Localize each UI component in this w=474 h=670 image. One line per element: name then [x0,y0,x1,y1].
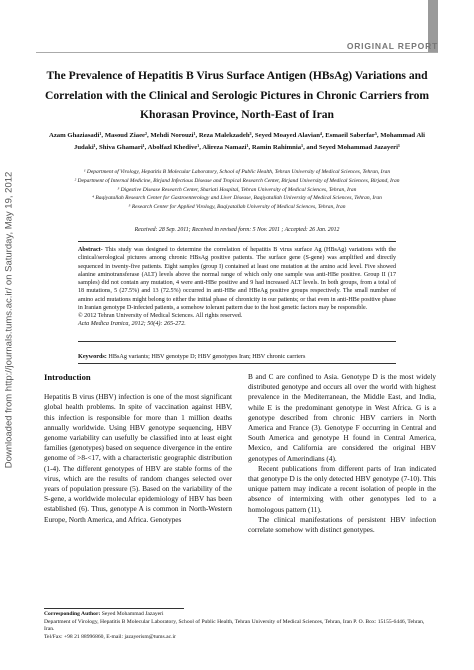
author-list: Azam Ghaziasadi¹, Masoud Ziaee², Mehdi Norouzi¹, Reza Malekzadeh³, Seyed Moayed Alavian⁴, Esmaeil Saberfar⁵, Mohammad Ali Judaki¹, Shiva Ghamari¹, Abolfazl Khedive¹, Alireza Namazi¹, Ramin Rahimnia¹, and Seyed Mohammad Jazayeri¹ [49,132,425,151]
body-paragraph: B and C are confined to Asia. Genotype D is the most widely distributed genotype and occurs all over the world with highest prevalence in the Mediterranean, the Middle East, and India, while E is the predominant genotype in West Africa. G is a genotype described from chronic HBV carriers in North America and France (3). Genotype F occurring in Central and South America and genotype H found in Central America, Mexico, and California are considered the original HBV genotypes of Amerindians (4). [248,372,436,463]
article-type-label: ORIGINAL REPORT [346,41,438,51]
keywords-divider [78,363,396,364]
body-paragraph: Hepatitis B virus (HBV) infection is one of the most significant global health problems. In spite of vaccination against HBV, this infection is responsible for more than 1 million deaths annually worldwide. Using HBV genotype sequencing, HBV genome variability can usefully be classified into at least eight families (genotypes) based on sequence divergence in the entire genome of >8-<17, with a characteristic geographic distribution (1-4). The different genotypes of HBV are stable forms of the virus, which are the results of random changes selected over years of population pressure (5). Based on the variability of the S-gene, a worldwide molecular epidemiology of HBV has been established (6). Thus, genotype A is common in North-Western Europe, North America, and Africa. Genotypes [44,392,232,524]
submission-dates: Received: 28 Sep. 2011; Received in revised form: 5 Nov. 2011 ; Accepted: 26 Jan. 2012 [134,227,340,233]
corresponding-author-contact: Tel/Fax: +98 21 88996860, E-mail: jazayerism@tums.ac.ir [44,633,176,640]
abstract-box [78,241,396,342]
corresponding-author-footnote [44,611,430,641]
affiliation-item: ³ Digestive Disease Research Center, Shariati Hospital, Tehran University of Medical Sciences, Tehran, Iran [117,186,357,193]
section-heading-introduction: Introduction [44,372,91,382]
affiliation-item: ⁵ Research Center for Applied Virology, Baqiyatallah University of Medical Sciences, Tehran, Iran [128,204,346,211]
header-divider [36,52,438,53]
body-paragraph: The clinical manifestations of persistent HBV infection correlate somehow with distinct genotypes. [248,514,436,535]
corresponding-author-name: Seyed Mohammad Jazayeri [101,611,164,617]
affiliation-item: ² Department of Internal Medicine, Birjand Infectious Disease and Tropical Research Center, Birjand University of Medical Sciences, Birjand, Iran [74,177,400,184]
keywords-line [78,352,396,361]
paper-title: The Prevalence of Hepatitis B Virus Surface Antigen (HBsAg) Variations and Correlation with the Clinical and Serologic Pictures in Chronic Carriers from Khorasan Province, North-East of Iran [44,69,430,121]
body-column-right [248,372,436,535]
keywords-text: HBsAg variants; HBV genotype D; HBV genotypes Iran; HBV chronic carriers [108,353,306,360]
affiliation-item: ⁴ Baqiyatallah Research Center for Gastroenterology and Liver Disease, Baqiyatallah University of Medical Sciences, Tehran, Iran [92,195,382,202]
corresponding-author-label: Corresponding Author: [44,611,101,617]
keywords-label: Keywords: [78,353,107,360]
download-watermark [3,100,15,540]
abstract-label: Abstract- [78,247,103,253]
body-column-left [44,372,232,525]
download-watermark-text: Downloaded from http://journals.tums.ac.ir/ on Saturday, May 19, 2012 [3,171,15,469]
abstract-text: This study was designed to determine the correlation of hepatitis B virus surface Ag (HBsAg) variations with the clinical/serological pictures among chronic HBsAg positive patients. The surface gene (S-gene) was amplified and directly sequenced in twenty-five patients. Eight samples (group I) contained at least one mutation at the amino acid level. Five showed alanine aminotransferase (ALT) levels above the normal range of which only one sample was anti-HBe positive. Group II (17 samples) did not contain any mutation, 4 were anti-HBe positive and 9 had increased ALT levels. In both groups, from a total of 18 mutations, 5 (27.5%) and 13 (72.5%) occurred in anti-HBe and HBeAg positive groups respectively. The small number of amino acid mutations might belong to either the initial phase of chronicity in our patients; or that even in anti-HBe positive phase in Iranian genotype D-infected patients, a somehow tolerant pattern due to the host genetic factors may be responsible. [78,247,397,311]
corresponding-author-line [44,611,430,619]
footnote-divider [44,608,184,609]
abstract-body [78,246,396,312]
journal-citation: Acta Medica Iranica, 2012; 50(4): 265-272. [78,321,186,328]
copyright-line: © 2012 Tehran University of Medical Sciences. All rights reserved. [78,313,243,319]
affiliation-list [40,168,434,212]
body-paragraph: Recent publications from different parts of Iran indicated that genotype D is the only detected HBV genotype (7-10). This unique pattern may indicate a recent isolation of people in the absence of intermixing with other genotypes led to a homologous pattern (11). [248,463,436,514]
corresponding-author-address: Department of Virology, Hepatitis B Molecular Laboratory, School of Public Health, Tehran University of Medical Sciences, Tehran, Iran P. O. Box: 15155-6446, Tehran, Iran. [44,618,425,633]
affiliation-item: ¹ Department of Virology, Hepatitis B Molecular Laboratory, School of Public Health, Tehran University of Medical Sciences, Tehran, Iran [83,169,391,175]
